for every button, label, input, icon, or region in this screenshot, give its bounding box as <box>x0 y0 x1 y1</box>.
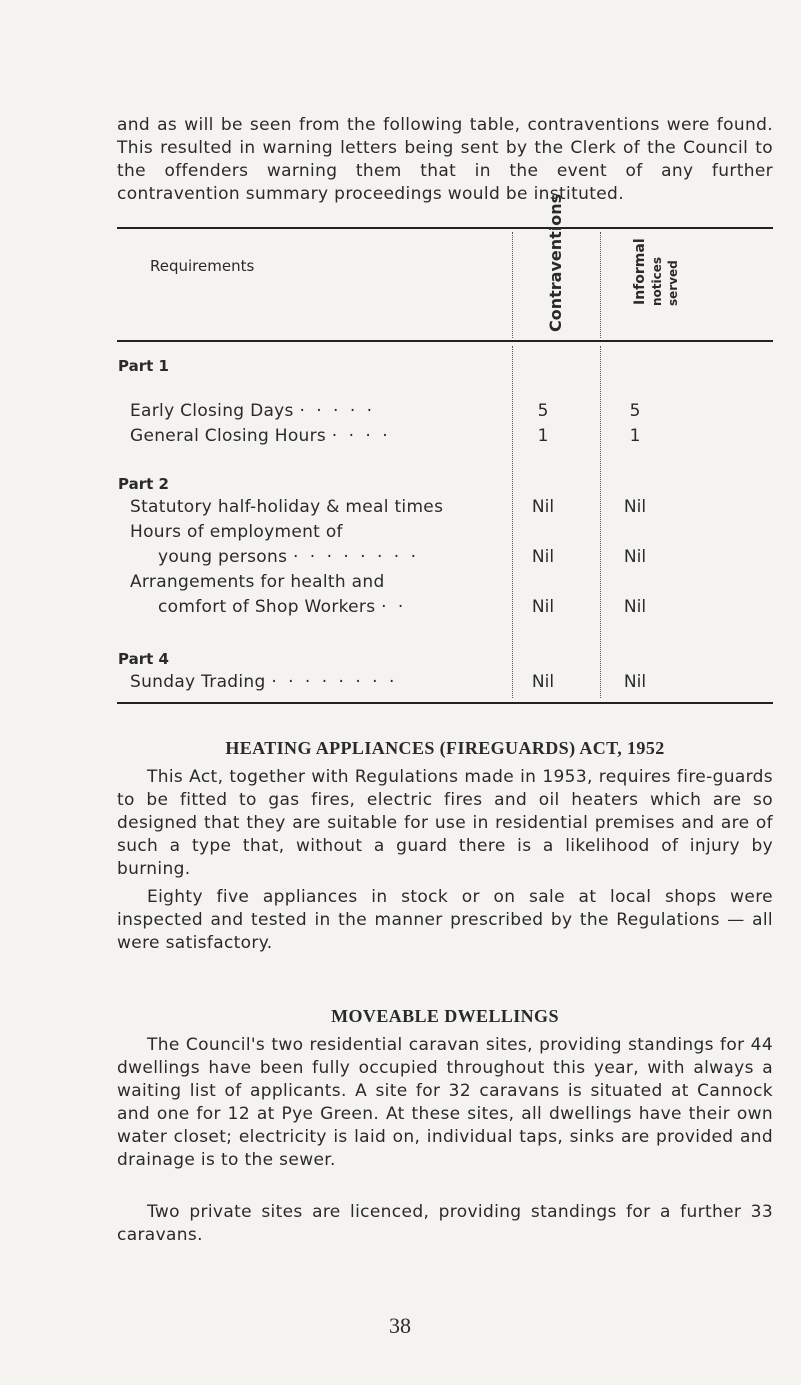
notices-value: Nil <box>623 497 647 517</box>
moveable-paragraph-1: The Council's two residential caravan sites, providing standings for 44 dwellings have been fully occupied throughout this year, with always a waiting list of applicants. A site for 32 caravans is situated at Cannock and one for 12 at Pye Green. At these sites, all dwellings have their own water closet; electricity is laid on, individual taps, sinks are provided and drainage is to the sewer. <box>117 1035 773 1170</box>
row-leader: · · · · <box>331 426 391 446</box>
informal-header-line1: Informal <box>632 238 648 305</box>
notices-value: 5 <box>629 401 641 421</box>
part-label: Part 1 <box>118 357 169 375</box>
moveable-heading: MOVEABLE DWELLINGS <box>331 1006 559 1026</box>
contraventions-value: Nil <box>531 597 555 617</box>
column-divider <box>512 346 513 698</box>
contraventions-value: 5 <box>537 401 549 421</box>
column-divider <box>600 346 601 698</box>
table-bottom-rule <box>117 702 773 704</box>
table-row <box>130 672 397 692</box>
notices-value: Nil <box>623 547 647 567</box>
row-leader: · · · · · · · · <box>292 547 420 567</box>
table-row <box>130 572 385 592</box>
row-label: Sunday Trading <box>130 672 266 692</box>
table-row <box>130 426 391 446</box>
informal-header-line3: served <box>666 260 680 306</box>
row-label: young persons <box>158 547 288 567</box>
table-row <box>130 401 375 421</box>
notices-value: Nil <box>623 672 647 692</box>
intro-paragraph: and as will be seen from the following table, contraventions were found. This resulted in warning letters being sent by the Clerk of the Council to the offenders warning them that in the event of any further contravention summary proceedings would be instituted. <box>117 115 773 204</box>
informal-header-line2: notices <box>650 256 664 306</box>
table-top-rule <box>117 227 773 229</box>
row-label: Statutory half-holiday & meal times <box>130 497 444 517</box>
column-divider <box>600 232 601 338</box>
table-row <box>158 547 419 567</box>
requirements-header: Requirements <box>150 257 255 275</box>
contraventions-value: Nil <box>531 672 555 692</box>
row-label: Hours of employment of <box>130 522 343 542</box>
heating-paragraph-2: Eighty five appliances in stock or on sale at local shops were inspected and tested in the manner prescribed by the Regulations — all were satisfactory. <box>117 887 773 953</box>
table-row <box>130 522 343 542</box>
row-label: General Closing Hours <box>130 426 327 446</box>
column-divider <box>512 232 513 338</box>
notices-value: Nil <box>623 597 647 617</box>
contraventions-header: Contraventions <box>546 193 565 332</box>
row-leader: · · <box>381 597 407 617</box>
row-leader: · · · · · · · · <box>271 672 398 692</box>
table-row <box>158 597 406 617</box>
table-header-rule <box>117 340 773 342</box>
part-label: Part 4 <box>118 650 169 668</box>
row-label: Early Closing Days <box>130 401 294 421</box>
notices-value: 1 <box>629 426 641 446</box>
contraventions-value: Nil <box>531 497 555 517</box>
heating-heading: HEATING APPLIANCES (FIREGUARDS) ACT, 1952 <box>225 738 665 758</box>
moveable-paragraph-2: Two private sites are licenced, providing standings for a further 33 caravans. <box>117 1202 773 1245</box>
contraventions-value: Nil <box>531 547 555 567</box>
row-label: Arrangements for health and <box>130 572 385 592</box>
part-label: Part 2 <box>118 475 169 493</box>
table-row <box>130 497 443 517</box>
row-leader: · · · · · <box>299 401 376 421</box>
row-label: comfort of Shop Workers <box>158 597 376 617</box>
heating-paragraph-1: This Act, together with Regulations made in 1953, requires fire-guards to be fitted to gas fires, electric fires and oil heaters which are so designed that they are suitable for use in residential premises and are of such a type that, without a guard there is a likelihood of injury by burning. <box>117 767 773 879</box>
contraventions-value: 1 <box>537 426 549 446</box>
page-number: 38 <box>389 1313 411 1338</box>
